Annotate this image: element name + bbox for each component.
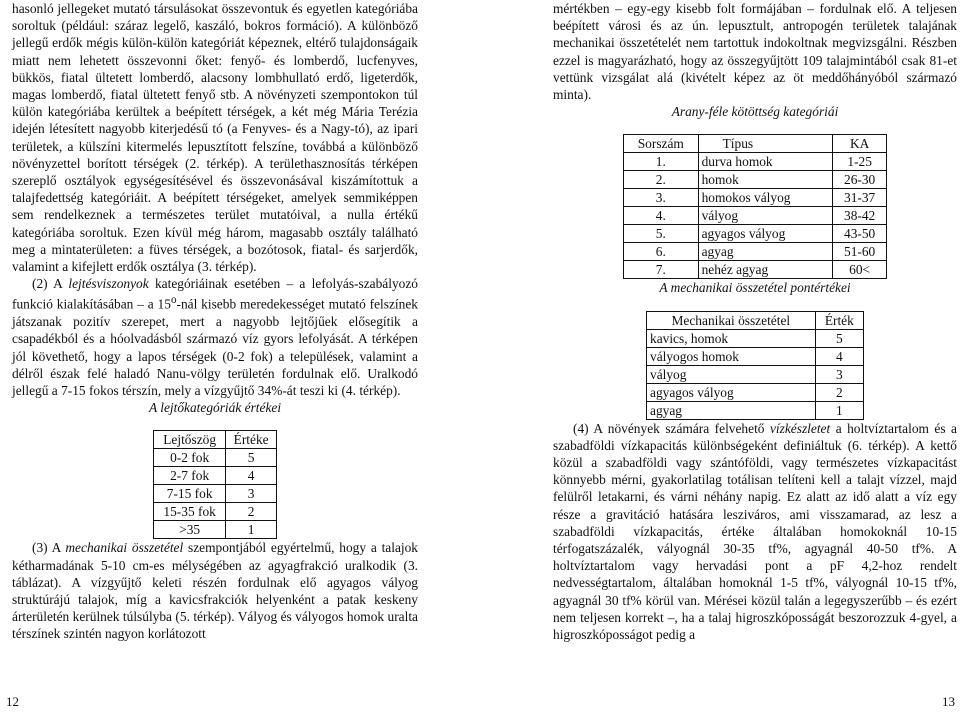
table-header-cell: Mechanikai összetétel (647, 311, 816, 329)
table-header-cell: Sorszám (624, 135, 699, 153)
table-row (154, 485, 277, 503)
table-row (647, 401, 864, 419)
table-cell: 1 (815, 401, 863, 419)
table-cell: homokos vályog (698, 189, 833, 207)
table-cell: agyagos vályog (647, 383, 816, 401)
table-mech-caption: A mechanikai összetétel pontértékei (659, 280, 851, 296)
p2-emphasis: lejtésviszonyok (68, 276, 149, 292)
table-cell: 1. (624, 153, 699, 171)
right-column (553, 0, 957, 643)
table-row (624, 261, 887, 279)
left-paragraph-2 (12, 275, 418, 399)
table-cell: agyag (698, 243, 833, 261)
table-cell: 60< (833, 261, 887, 279)
table-header-row (624, 135, 887, 153)
right-paragraph-2 (553, 420, 957, 644)
table-row (154, 521, 277, 539)
table-cell: 3. (624, 189, 699, 207)
table-cell: 38-42 (833, 207, 887, 225)
table-cell: 2 (226, 503, 277, 521)
table-cell: 6. (624, 243, 699, 261)
table-row (624, 207, 887, 225)
left-paragraph-1: hasonló jellegeket mutató társulásokat összevontuk és egyetlen kategóriába soroltuk (például: száraz legelő, kaszáló, bokros formáció). A különböző jellegű erdők mégis külön-külön kategóriát képeznek, eltérő tulajdonságaik miatt nem lehetett összevonni őket: fenyő- és lomberdő, lucfenyves, bükkös, fiatal ültetett lomberdő, alacsony lombhullató erdő, ligeterdők, magas lomberdő, fiatal ültetett fenyő stb. A növényzeti szempontokon túl külön kategóriába kerültek a beépített térségek, a két még Mária Terézia idején létesített nagyobb kiterjedésű tó (a Fenyves- és a Nagy-tó), az ipari területek, a külszíni kitermelés lepusztított felszíne, továbbá a különböző növényzettel borított térségek (2. térkép). A területhasznosítás térképen szereplő osztályok egységesítésével és összevonásával kiszámítottuk a talajfedettség kategóriáit. A beépített térségeket, amelyek semmiképpen sem rendelkeznek a természetes terület mutatóival, a nulla értékű kategóriába soroltuk. Ezen kívül még három, magasabb osztály található meg a mintaterületen: a füves térségek, a bozótosok, fiatal- és sarjerdők, valamint a kifejlett erdők osztálya (3. térkép). (12, 1, 418, 275)
table-row (154, 503, 277, 521)
table-mech (646, 311, 864, 420)
table-arany (623, 134, 887, 279)
table-cell: 5. (624, 225, 699, 243)
table-cell: vályog (647, 365, 816, 383)
table-lejto (153, 430, 277, 539)
table-cell: 43-50 (833, 225, 887, 243)
table-cell: vályogos homok (647, 347, 816, 365)
table-row (647, 365, 864, 383)
table-row (624, 171, 887, 189)
table-row (624, 153, 887, 171)
left-paragraph-3 (12, 539, 418, 642)
p2-rest: -nál kisebb meredekességet mutató felszínek játszanak pozitív szerepet, mert a nagyobb lejtőjűek elősegítik a csapadékból és a hóolvadásból származó víz gyors lefolyását. A térképen jól követhető, hogy a lapos térségek (0-2 fok) a települések, valamint a délről észak felé haladó Nanu-völgy területén fordulnak elő. Uralkodó jellegű a 7-15 fokos térszín, mely a vízgyűjtő 34%-át teszi ki (4. térkép). (12, 296, 418, 398)
table-cell: vályog (698, 207, 833, 225)
left-column (12, 0, 418, 643)
table-cell: agyag (647, 401, 816, 419)
table-header-row (647, 311, 864, 329)
p2-degree: o (170, 294, 177, 307)
table-row (624, 243, 887, 261)
p2-start: (2) A (32, 276, 69, 292)
p2-middle: kategóriáinak esetében – a lefolyás-szabályozó funkció kialakításában – a 15 (12, 276, 418, 312)
table-cell: 26-30 (833, 171, 887, 189)
table-cell: 1 (226, 521, 277, 539)
table-cell: 4 (226, 467, 277, 485)
table-cell: 7. (624, 261, 699, 279)
table-cell: 2-7 fok (154, 467, 226, 485)
table-cell: 4 (815, 347, 863, 365)
table-header-cell: Érték (815, 311, 863, 329)
table-row (647, 383, 864, 401)
table-row (624, 189, 887, 207)
table-row (154, 467, 277, 485)
p4-rest: a holtvíztartalom és a szabadföldi vízkapacitás különbségeként definiáltuk (6. térkép). A kettő közül a szabadföldi vagy szántóföldi, vagy természetes vízkapacitást könnyebb mérni, gyakorlatilag totálisan telíteni kell a talajt vízzel, majd felülről letakarni, és várni néhány napig. Ez alatt az idő alatt a víz egy része a gravitáció hatására lesziváros, ami visszamarad, az lesz a szabadföldi vízkapacitás, értéke általában homokoknál 10-15 térfogatszázalék, vályognál 30-35 tf%, agyagnál 40-50 tf%. A holtvíztartalom vagy hervadási pont a pF 4,2-hoz rendelt nedvességtartalom, általában homoknál 1-5 tf%, vályognál 10-15 tf%, agyagnál 30 tf% körül van. Mérései közül talán a legegyszerűbb – és ezért nem teljesen korrekt –, ha a talaj higroszkóposságát beszorozzuk 4-gyel, a higroszkóposságot pedig a (553, 420, 957, 643)
table-cell: agyagos vályog (698, 225, 833, 243)
table-cell: 3 (226, 485, 277, 503)
table-cell: 2 (815, 383, 863, 401)
table-cell: 3 (815, 365, 863, 383)
table-cell: >35 (154, 521, 226, 539)
table-cell: 7-15 fok (154, 485, 226, 503)
right-paragraph-1: mértékben – egy-egy kisebb folt formájában – fordulnak elő. A teljesen beépített városi és az ún. lepusztult, antropogén területek talajának mechanikai összetételét nem tartottuk indokoltnak megvizsgálni. Részben ezzel is magyarázható, hogy az összegyűjtött 109 talajmintából csak 81-et vettünk vizsgálat alá (kivételt képez az öt meddőhányóból származó minta). (553, 1, 957, 103)
page-number-right: 13 (942, 694, 955, 709)
table-row (647, 347, 864, 365)
table-cell: 31-37 (833, 189, 887, 207)
table-cell: kavics, homok (647, 329, 816, 347)
p4-start: (4) A növények számára felvehető (573, 420, 770, 436)
table-cell: 4. (624, 207, 699, 225)
table-header-cell: KA (833, 135, 887, 153)
table-cell: 0-2 fok (154, 449, 226, 467)
table-header-cell: Lejtőszög (154, 431, 226, 449)
table-cell: 1-25 (833, 153, 887, 171)
table-cell: nehéz agyag (698, 261, 833, 279)
table-cell: 2. (624, 171, 699, 189)
table-cell: 5 (815, 329, 863, 347)
p3-start: (3) A (32, 540, 66, 556)
table-cell: 51-60 (833, 243, 887, 261)
p3-rest: szempontjából egyértelmű, hogy a talajok kétharmadának 5-10 cm-es mélységében az agyagfrakció uralkodik (3. táblázat). A vízgyűjtő keleti részén fordulnak elő agyagos vályog struktúrájú talajok, míg a kavicsfrakciók helyenként a patak keskeny árterületén kerülnek túlsúlyba (5. térkép). Vályog és vályogos homok uralta térszínek szintén nagyon korlátozott (12, 540, 419, 642)
table-row (624, 225, 887, 243)
table-row (154, 449, 277, 467)
table-cell: 5 (226, 449, 277, 467)
table-arany-caption: Arany-féle kötöttség kategóriái (671, 104, 839, 120)
p3-emphasis: mechanikai összetétel (65, 540, 184, 556)
table-header-cell: Értéke (226, 431, 277, 449)
table-row (647, 329, 864, 347)
table-cell: homok (698, 171, 833, 189)
table-cell: 15-35 fok (154, 503, 226, 521)
table-header-cell: Típus (698, 135, 833, 153)
table-header-row (154, 431, 277, 449)
p4-emphasis: vízkészletet (769, 420, 831, 436)
table-cell: durva homok (698, 153, 833, 171)
table-lejto-caption: A lejtőkategóriák értékei (148, 400, 282, 416)
page-number-left: 12 (6, 694, 19, 709)
